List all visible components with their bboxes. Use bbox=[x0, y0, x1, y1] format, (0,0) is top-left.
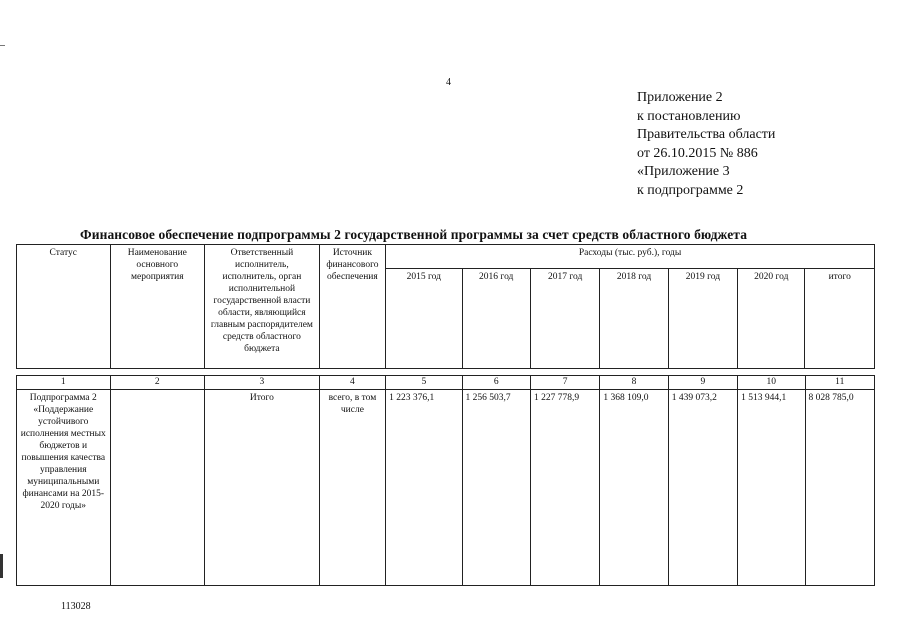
appendix-line: к подпрограмме 2 bbox=[637, 182, 744, 198]
header-year: 2019 год bbox=[668, 269, 737, 369]
appendix-line: к постановлению bbox=[637, 108, 741, 124]
column-number: 2 bbox=[110, 376, 205, 390]
scan-artifact-mark bbox=[0, 554, 3, 578]
row-value: 1 227 778,9 bbox=[530, 390, 599, 586]
header-measure: Наименование основного мероприятия bbox=[110, 245, 205, 369]
appendix-line: от 26.10.2015 № 886 bbox=[637, 145, 758, 161]
column-number: 8 bbox=[600, 376, 668, 390]
column-number: 5 bbox=[386, 376, 462, 390]
appendix-line: «Приложение 3 bbox=[637, 164, 730, 179]
header-year: 2015 год bbox=[386, 269, 462, 369]
header-year: 2017 год bbox=[530, 269, 599, 369]
column-number: 3 bbox=[205, 376, 320, 390]
row-source: всего, в том числе bbox=[319, 390, 385, 586]
row-executor: Итого bbox=[205, 390, 320, 586]
table-header bbox=[16, 244, 875, 369]
appendix-block bbox=[637, 89, 887, 200]
page-number: 4 bbox=[446, 77, 451, 88]
header-year: 2018 год bbox=[600, 269, 668, 369]
header-source: Источник финансового обеспечения bbox=[319, 245, 385, 369]
table-body bbox=[16, 375, 875, 586]
column-number: 6 bbox=[462, 376, 530, 390]
row-value: 1 223 376,1 bbox=[386, 390, 462, 586]
row-value: 1 256 503,7 bbox=[462, 390, 530, 586]
header-total: итого bbox=[805, 269, 875, 369]
row-value: 1 368 109,0 bbox=[600, 390, 668, 586]
header-year: 2016 год bbox=[462, 269, 530, 369]
header-executor: Ответственный исполнитель, исполнитель, орган исполнительной государственной власти области, являющийся главным распорядителем средств областного бюджета bbox=[205, 245, 320, 369]
column-number: 7 bbox=[530, 376, 599, 390]
column-number: 9 bbox=[668, 376, 737, 390]
column-number: 1 bbox=[17, 376, 111, 390]
row-measure bbox=[110, 390, 205, 586]
header-year: 2020 год bbox=[738, 269, 805, 369]
row-total: 8 028 785,0 bbox=[805, 390, 875, 586]
footer-code: 113028 bbox=[61, 601, 91, 612]
table-row bbox=[17, 390, 875, 586]
appendix-line: Правительства области bbox=[637, 127, 776, 142]
column-number: 11 bbox=[805, 376, 875, 390]
column-number: 4 bbox=[319, 376, 385, 390]
header-status: Статус bbox=[17, 245, 111, 369]
column-number: 10 bbox=[738, 376, 805, 390]
row-status: Подпрограмма 2 «Поддержание устойчивого исполнения местных бюджетов и повышения качества управления муниципальными финансами на 2015-2020 годы» bbox=[17, 390, 111, 586]
document-title: Финансовое обеспечение подпрограммы 2 государственной программы за счет средств областного бюджета bbox=[80, 227, 748, 242]
header-expenses: Расходы (тыс. руб.), годы bbox=[386, 245, 875, 269]
row-value: 1 439 073,2 bbox=[668, 390, 737, 586]
row-value: 1 513 944,1 bbox=[738, 390, 805, 586]
appendix-line: Приложение 2 bbox=[637, 90, 723, 105]
scan-artifact-tick bbox=[0, 45, 5, 46]
